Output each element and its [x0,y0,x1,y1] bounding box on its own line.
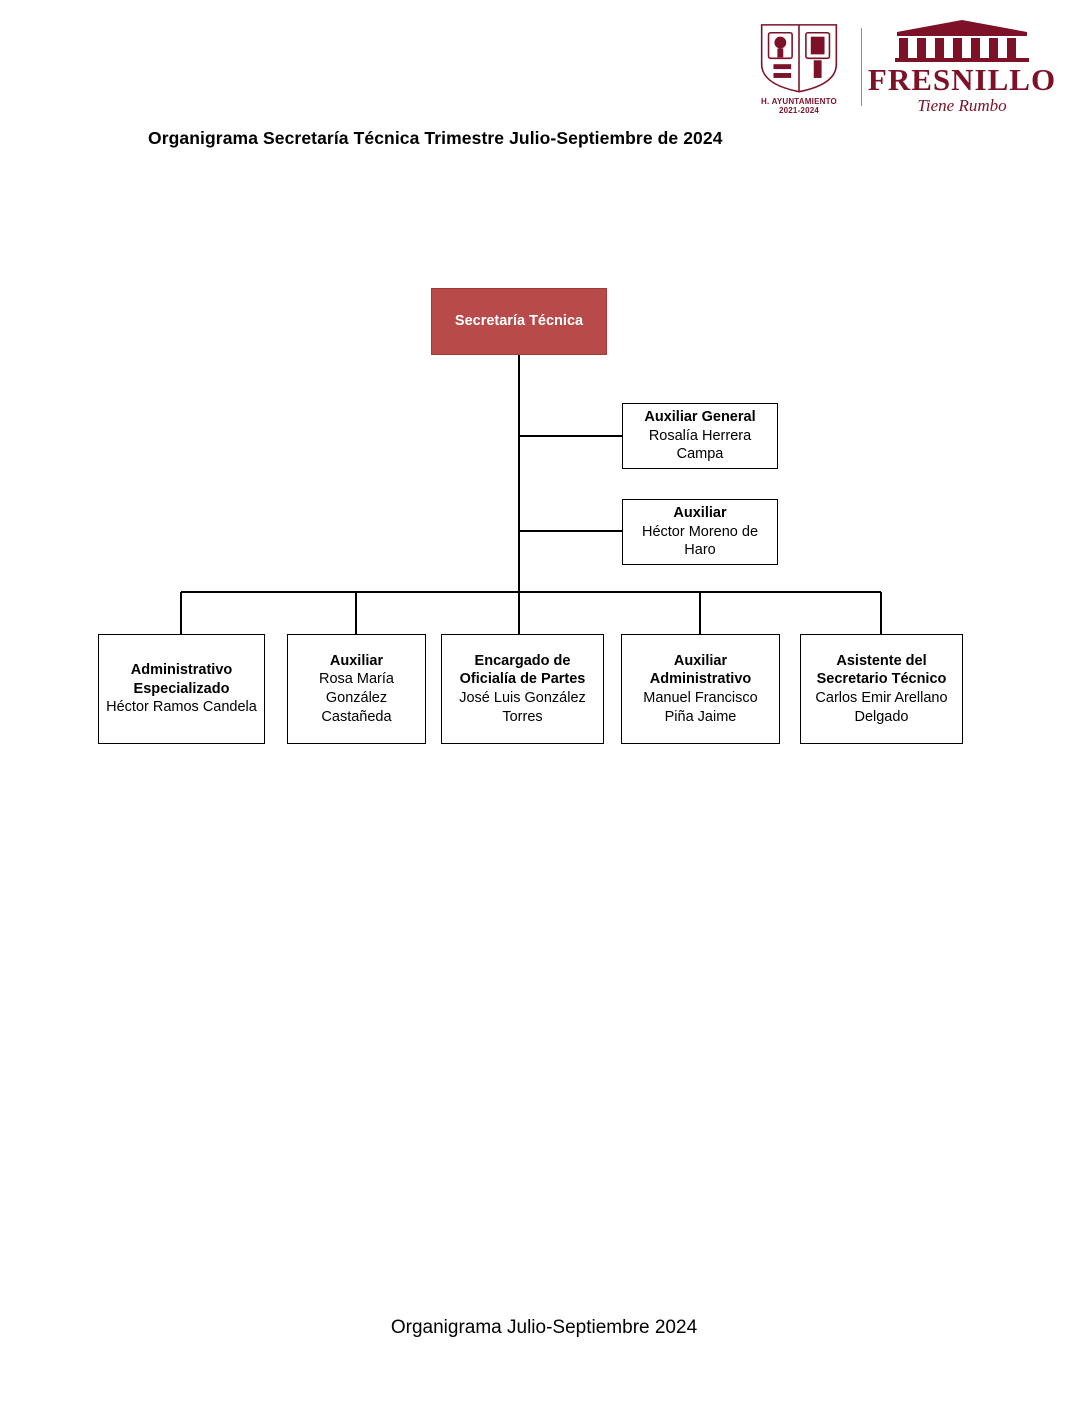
crest-caption: H. AYUNTAMIENTO 2021-2024 [761,96,837,115]
node-person: Manuel Francisco Piña Jaime [643,690,758,725]
node-auxiliar[interactable] [622,499,778,565]
node-person: Héctor Ramos Candela [106,699,257,716]
node-role: Administrativo Especializado [130,662,233,697]
page-footer: Organigrama Julio-Septiembre 2024 [390,1317,698,1338]
node-person: Rosa María González Castañeda [319,671,394,725]
node-role: Auxiliar Administrativo [649,652,752,688]
node-role: Asistente del Secretario Técnico [816,652,947,688]
node-asistente-secretario-tecnico[interactable] [800,634,963,744]
node-encargado-oficialia-partes[interactable] [441,634,604,744]
node-auxiliar-rosa-maria[interactable] [287,634,426,744]
node-role: Encargado de Oficialía de Partes [459,652,586,688]
wordmark-title: FRESNILLO [867,62,1057,97]
node-person: Héctor Moreno de Haro [641,523,759,559]
page-title: Organigrama Secretaría Técnica Trimestre Julio-Septiembre de 2024 [148,128,723,148]
node-auxiliar-administrativo[interactable] [621,634,780,744]
node-person: Rosalía Herrera Campa [648,427,752,463]
node-person: Carlos Emir Arellano Delgado [815,690,948,725]
node-person: José Luis González Torres [459,690,586,725]
wordmark-tagline: Tiene Rumbo [917,96,1007,115]
node-secretaria-tecnica[interactable] [431,288,607,355]
node-auxiliar-general[interactable] [622,403,778,469]
node-role: Auxiliar [329,652,384,669]
node-role: Secretaría Técnica [454,313,584,330]
node-role: Auxiliar [673,505,727,522]
node-role: Auxiliar General [644,409,756,426]
node-administrativo-especializado[interactable] [98,634,265,744]
